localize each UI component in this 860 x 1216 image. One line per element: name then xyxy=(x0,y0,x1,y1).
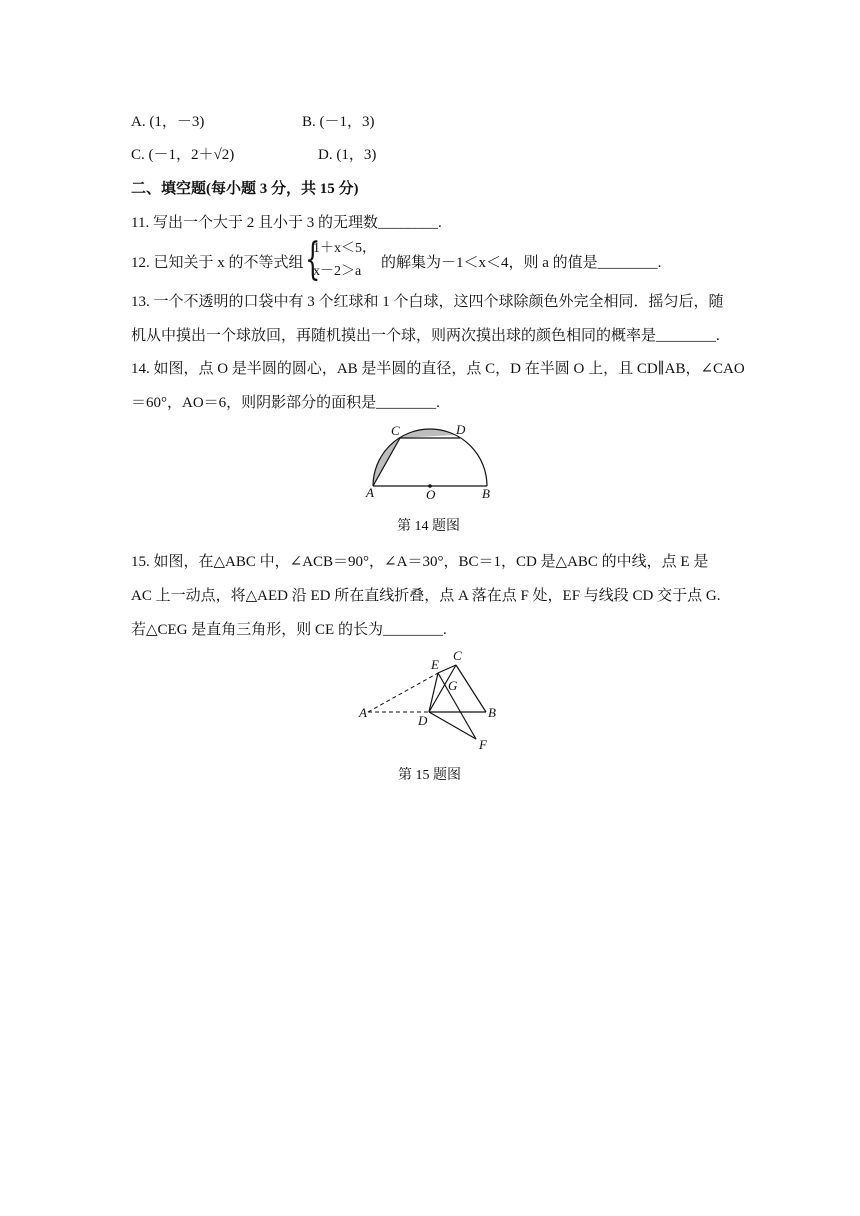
label-g: G xyxy=(448,678,458,693)
label-f: F xyxy=(479,737,487,752)
label-c: C xyxy=(391,423,400,438)
segment-cb xyxy=(456,665,486,712)
figure-14 xyxy=(360,420,500,502)
question-12-prefix: 12. 已知关于 x 的不等式组 xyxy=(131,255,304,271)
system-brace: { xyxy=(305,234,321,285)
dashed-ae xyxy=(368,673,438,712)
option-a: A. (1，－3) xyxy=(131,114,205,130)
segment-ac xyxy=(373,438,400,486)
label-d: D xyxy=(456,422,466,437)
figure-14-caption: 第 14 题图 xyxy=(397,519,460,534)
figure-15 xyxy=(355,645,505,755)
segment-df xyxy=(429,712,476,739)
option-b: B. (－1，3) xyxy=(302,114,375,130)
label-b: B xyxy=(488,705,496,720)
question-11: 11. 写出一个大于 2 且小于 3 的无理数________. xyxy=(131,215,442,231)
figure-15-caption: 第 15 题图 xyxy=(398,768,461,783)
question-13-line-2: 机从中摸出一个球放回，再随机摸出一个球，则两次摸出球的颜色相同的概率是________. xyxy=(131,328,720,344)
label-c: C xyxy=(453,648,462,663)
option-d: D. (1，3) xyxy=(318,147,377,163)
label-d: D xyxy=(418,713,428,728)
question-12-suffix: 的解集为－1＜x＜4，则 a 的值是________. xyxy=(381,255,662,271)
option-c: C. (－1，2＋√2) xyxy=(131,147,235,163)
label-e: E xyxy=(431,657,439,672)
question-13-line-1: 13. 一个不透明的口袋中有 3 个红球和 1 个白球，这四个球除颜色外完全相同．摇匀后，随 xyxy=(131,294,724,310)
question-15-line-3: 若△CEG 是直角三角形，则 CE 的长为________. xyxy=(131,622,447,638)
question-14-line-2: ＝60°，AO＝6，则阴影部分的面积是________. xyxy=(131,395,440,411)
label-o: O xyxy=(426,487,436,502)
section-header: 二、填空题(每小题 3 分，共 15 分) xyxy=(131,181,359,197)
label-a: A xyxy=(359,705,367,720)
label-b: B xyxy=(482,486,490,501)
inequality-line-1: 1＋x＜5， xyxy=(313,241,376,256)
question-15-line-1: 15. 如图，在△ABC 中，∠ACB＝90°，∠A＝30°，BC＝1，CD 是△ABC 的中线，点 E 是 xyxy=(131,554,709,570)
question-15-line-2: AC 上一动点，将△AED 沿 ED 所在直线折叠，点 A 落在点 F 处，EF 与线段 CD 交于点 G. xyxy=(131,588,721,604)
inequality-line-2: x－2＞a xyxy=(313,264,362,279)
segment-ed xyxy=(429,673,438,712)
question-14-line-1: 14. 如图，点 O 是半圆的圆心，AB 是半圆的直径，点 C，D 在半圆 O 上，且 CD∥AB，∠CAO xyxy=(131,361,745,377)
label-a: A xyxy=(366,485,374,500)
